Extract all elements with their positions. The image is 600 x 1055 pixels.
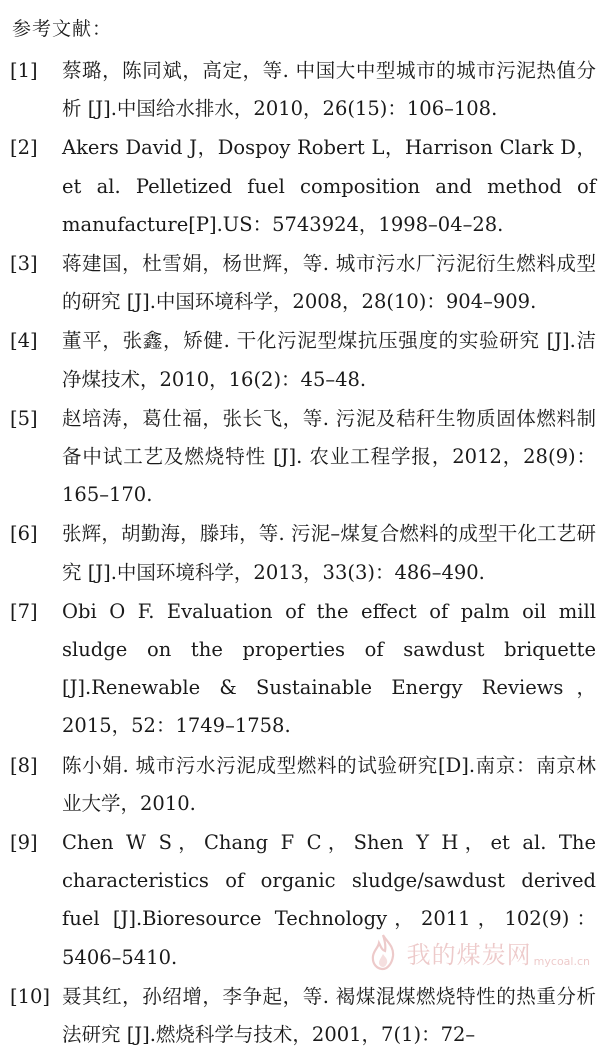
reference-number: [5] <box>10 406 38 430</box>
reference-text: 赵培涛，葛仕福，张长飞，等. 污泥及秸秆生物质固体燃料制备中试工艺及燃烧特性 [J]. 农业工程学报，2012，28(9)：165–170. <box>62 406 596 507</box>
reference-item <box>0 515 600 591</box>
reference-text: 陈小娟. 城市污水污泥成型燃料的试验研究[D].南京：南京林业大学，2010. <box>62 753 596 815</box>
reference-text: 张辉，胡勤海，滕玮，等. 污泥–煤复合燃料的成型干化工艺研究 [J].中国环境科学，2013，33(3)：486–490. <box>62 522 596 584</box>
reference-item <box>0 400 600 515</box>
reference-text: Chen W S，Chang F C，Shen Y H，et al. The characteristics of organic sludge/sawdust derived fuel [J].Bioresource Technology，2011，102(9)：5406–5410. <box>62 831 596 969</box>
reference-text: Obi O F. Evaluation of the effect of palm oil mill sludge on the properties of sawdust briquette [J].Renewable & Sustainable Energy Reviews，2015，52：1749–1758. <box>62 599 596 738</box>
reference-number: [2] <box>10 136 38 160</box>
reference-number: [10] <box>10 984 51 1008</box>
reference-number: [1] <box>10 59 38 82</box>
reference-text: 蔡璐，陈同斌，高定，等. 中国大中型城市的城市污泥热值分析 [J].中国给水排水，2010，26(15)：106–108. <box>62 59 596 121</box>
reference-text: 聂其红，孙绍增，李争起，等. 褐煤混煤燃烧特性的热重分析法研究 [J].燃烧科学与技术，2001，7(1)：72– <box>62 984 596 1047</box>
reference-number: [6] <box>10 522 38 546</box>
references-heading: 参考文献： <box>12 18 113 40</box>
reference-number: [9] <box>10 831 38 855</box>
reference-number: [8] <box>10 753 38 777</box>
reference-number: [7] <box>10 599 38 623</box>
watermark-text: 我的煤炭网 <box>406 940 532 969</box>
site-watermark <box>363 932 590 972</box>
reference-item <box>0 747 600 823</box>
reference-number: [3] <box>10 252 38 276</box>
reference-text: Akers David J，Dospoy Robert L，Harrison Clark D，et al. Pelletized fuel composition and method of manufacture[P].US：5743924，1998–04–28. <box>62 136 596 236</box>
reference-item <box>0 129 600 244</box>
reference-item <box>0 593 600 746</box>
reference-text: 董平，张鑫，矫健. 干化污泥型煤抗压强度的实验研究 [J].洁净煤技术，2010，16(2)：45–48. <box>62 329 596 391</box>
reference-item <box>0 245 600 321</box>
reference-item <box>0 52 600 128</box>
reference-number: [4] <box>10 329 38 353</box>
reference-item <box>0 978 600 1054</box>
watermark-domain: mycoal.cn <box>533 955 590 968</box>
reference-list <box>0 52 600 1055</box>
flame-logo-icon <box>363 932 403 972</box>
reference-text: 蒋建国，杜雪娟，杨世辉，等. 城市污水厂污泥衍生燃料成型的研究 [J].中国环境科学，2008，28(10)：904–909. <box>62 252 596 314</box>
reference-item <box>0 322 600 398</box>
